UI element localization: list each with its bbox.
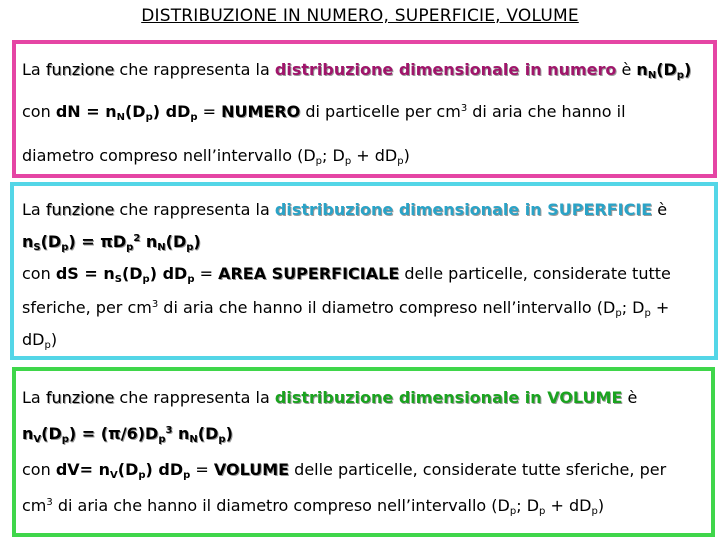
superficie-line5: $dD_p$) (22, 330, 58, 351)
superficie-line3: con dS = $n_S(D_p) dD_p$ = AREA SUPERFICIALE delle particelle, considerate tutte (22, 264, 671, 285)
numero-line2: con dN = $n_N(D_p) dD_p$ = NUMERO di particelle per $cm^3$ di aria che hanno il (22, 102, 626, 123)
numero-formula: $n_N(D_p)$ (636, 60, 692, 81)
volume-line3: con $dV= n_V(D_p) dD_p$ = VOLUME delle particelle, considerate tutte sferiche, per (22, 460, 667, 481)
volume-intro: La funzione che rappresenta la distribuzione dimensionale in VOLUME è (22, 388, 638, 407)
superficie-formula: $n_S(D_p) = \pi D_p^2$ $n_N(D_p)$ (22, 232, 201, 253)
volume-formula: $n_V(D_p) = (\pi/6)D_p^3$ $n_N(D_p)$ (22, 424, 233, 445)
superficie-intro: La funzione che rappresenta la distribuzione dimensionale in SUPERFICIE è (22, 200, 668, 219)
page-title: DISTRIBUZIONE IN NUMERO, SUPERFICIE, VOLUME (141, 6, 579, 26)
numero-intro: La funzione che rappresenta la distribuzione dimensionale in numero è $n_N(D_p)$ (22, 60, 692, 81)
volume-line4: $cm^3$ di aria che hanno il diametro compreso nell’intervallo ($D_p$; $D_p + dD_p$) (22, 496, 605, 517)
numero-line3: diametro compreso nell’intervallo ($D_p$; $D_p + dD_p$) (22, 146, 410, 167)
superficie-line4: sferiche, per $cm^3$ di aria che hanno il diametro compreso nell’intervallo ($D_p$; $D_p$ + (22, 298, 670, 319)
